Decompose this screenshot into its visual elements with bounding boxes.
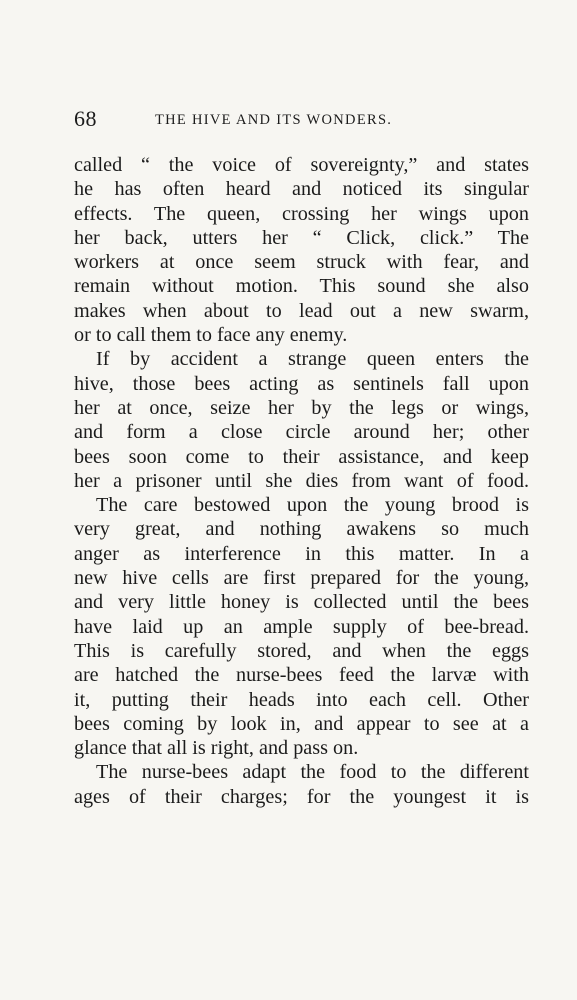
text-line: remain without motion. This sound she also [74, 275, 529, 298]
text-line: have laid up an ample supply of bee-bread. [74, 615, 529, 638]
text-line: hive, those bees acting as sentinels fall upon [74, 372, 529, 395]
text-line: The nurse-bees adapt the food to the different [96, 761, 529, 784]
text-line: glance that all is right, and pass on. [74, 737, 359, 760]
text-line: called “ the voice of sovereignty,” and states [74, 154, 529, 176]
text-line: and very little honey is collected until the bees [74, 591, 529, 614]
text-line: bees coming by look in, and appear to see at a [74, 712, 529, 735]
text-line: very great, and nothing awakens so much [74, 518, 529, 541]
text-line: her back, utters her “ Click, click.” The [74, 226, 529, 249]
text-line: he has often heard and noticed its singular [74, 178, 529, 201]
body-text [74, 153, 529, 809]
text-line: makes when about to lead out a new swarm, [74, 299, 529, 322]
paragraph [74, 493, 529, 760]
page-number: 68 [74, 106, 97, 131]
text-line: bees soon come to their assistance, and keep [74, 445, 529, 468]
paragraph [74, 760, 529, 809]
text-line: or to call them to face any enemy. [74, 324, 348, 347]
text-line: are hatched the nurse-bees feed the larvæ with [74, 664, 529, 687]
text-line: anger as interference in this matter. In a [74, 542, 529, 565]
text-line: ages of their charges; for the youngest it is [74, 785, 529, 808]
text-line: her a prisoner until she dies from want of food. [74, 469, 529, 492]
text-line: This is carefully stored, and when the eggs [74, 639, 529, 662]
paragraph [74, 153, 529, 347]
text-line: her at once, seize her by the legs or wings, [74, 396, 529, 419]
text-line: effects. The queen, crossing her wings upon [74, 202, 529, 225]
paragraph [74, 347, 529, 493]
text-line: The care bestowed upon the young brood is [96, 494, 529, 517]
page-header [74, 106, 524, 136]
text-line: If by accident a strange queen enters the [96, 348, 529, 371]
text-line: it, putting their heads into each cell. Other [74, 688, 529, 711]
text-line: workers at once seem struck with fear, and [74, 251, 529, 274]
text-line: new hive cells are first prepared for the young, [74, 567, 529, 590]
text-line: and form a close circle around her; other [74, 421, 529, 444]
running-title: THE HIVE AND ITS WONDERS. [155, 112, 393, 128]
